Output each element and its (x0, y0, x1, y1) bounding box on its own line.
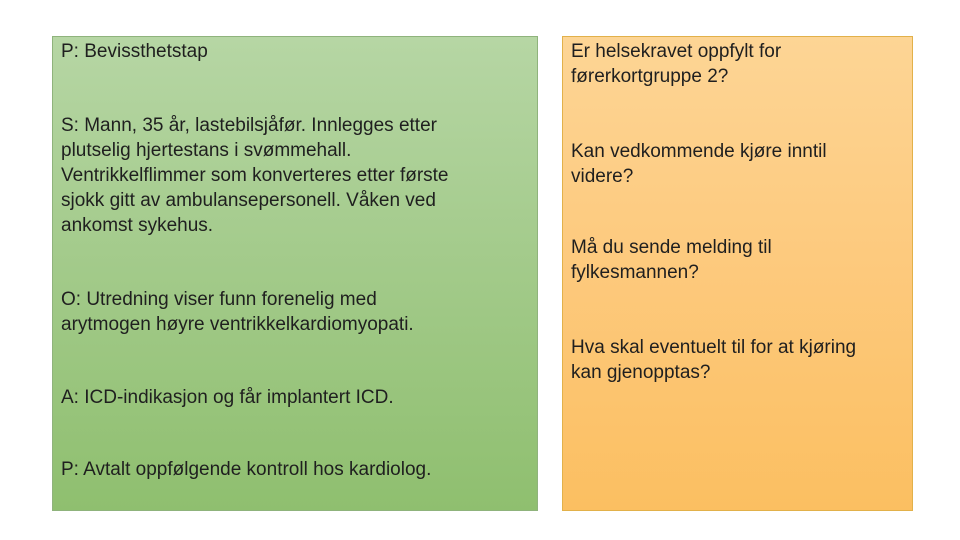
case-summary-panel (52, 36, 538, 511)
question-item: Må du sende melding til fylkesmannen? (571, 237, 772, 283)
question-item: Kan vedkommende kjøre inntil videre? (571, 141, 827, 187)
problem-line: P: Bevissthetstap (61, 41, 208, 62)
objective-paragraph: O: Utredning viser funn forenelig med arytmogen høyre ventrikkelkardiomyopati. (61, 289, 414, 335)
subjective-paragraph: S: Mann, 35 år, lastebilsjåfør. Innlegges etter plutselig hjertestans i svømmehall. Ventrikkelflimmer som konverteres etter første sjokk gitt av ambulansepersonell. Våken ved ankomst sykehus. (61, 115, 449, 236)
assessment-line: A: ICD-indikasjon og får implantert ICD. (61, 387, 394, 408)
question-item: Er helsekravet oppfylt for førerkortgruppe 2? (571, 41, 782, 87)
questions-panel (562, 36, 913, 511)
plan-line: P: Avtalt oppfølgende kontroll hos kardiolog. (61, 459, 432, 480)
question-item: Hva skal eventuelt til for at kjøring kan gjenopptas? (571, 337, 857, 383)
